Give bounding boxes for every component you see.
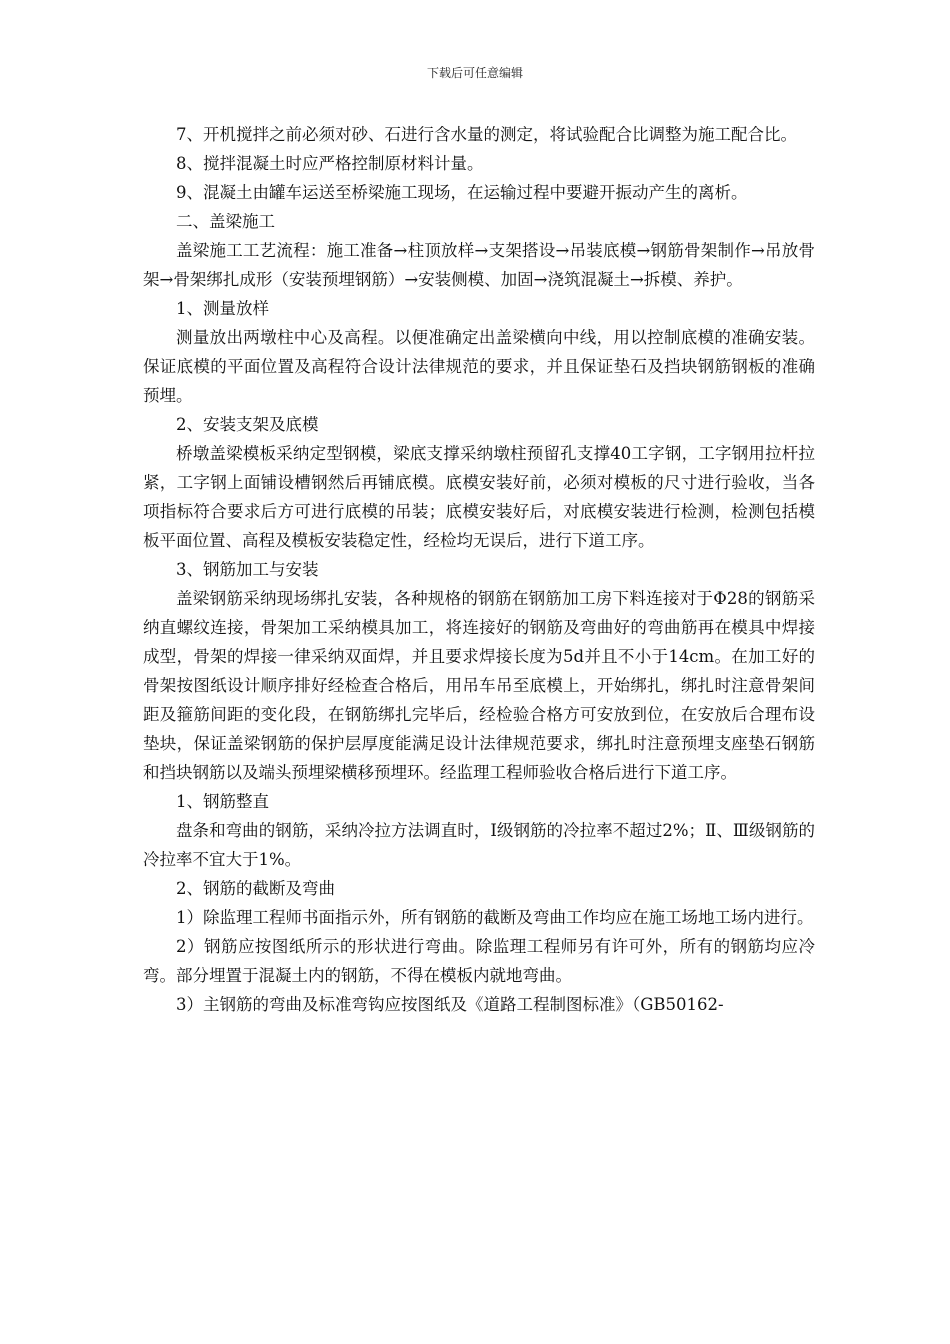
paragraph-cutting-item-3: 3）主钢筋的弯曲及标准弯钩应按图纸及《道路工程制图标准》（GB50162- <box>176 995 724 1014</box>
subheading-support-formwork: 2、安装支架及底模 <box>176 415 319 434</box>
paragraph-mix-step-9: 9、混凝土由罐车运送至桥梁施工现场，在运输过程中要避开振动产生的离析。 <box>176 183 748 202</box>
paragraph-mix-step-8: 8、搅拌混凝土时应严格控制原材料计量。 <box>176 154 484 173</box>
subheading-rebar-straightening: 1、钢筋整直 <box>176 792 269 811</box>
paragraph-survey: 测量放出两墩柱中心及高程。以便准确定出盖梁横向中线，用以控制底模的准确安装。保证底模的平面位置及高程符合设计法律规范的要求，并且保证垫石及挡块钢筋钢板的准确预埋。 <box>143 328 815 405</box>
paragraph-mix-step-7: 7、开机搅拌之前必须对砂、石进行含水量的测定，将试验配合比调整为施工配合比。 <box>176 125 797 144</box>
page-header <box>0 66 950 80</box>
subheading-survey: 1、测量放样 <box>176 299 269 318</box>
paragraph-rebar-straightening: 盘条和弯曲的钢筋，采纳冷拉方法调直时，Ⅰ级钢筋的冷拉率不超过2%；Ⅱ、Ⅲ级钢筋的冷拉率不宜大于1%。 <box>143 821 815 869</box>
paragraph-cutting-item-1: 1）除监理工程师书面指示外，所有钢筋的截断及弯曲工作均应在施工场地工场内进行。 <box>176 908 814 927</box>
document-body <box>143 120 815 1019</box>
header-note: 下载后可任意编辑 <box>426 66 523 80</box>
subheading-rebar-processing: 3、钢筋加工与安装 <box>176 560 319 579</box>
paragraph-support-formwork: 桥墩盖梁模板采纳定型钢模，梁底支撑采纳墩柱预留孔支撑40工字钢，工字钢用拉杆拉紧，工字钢上面铺设槽钢然后再铺底模。底模安装好前，必须对模板的尺寸进行验收，当各项指标符合要求后方可进行底模的吊装；底模安装好后，对底模安装进行检测，检测包括模板平面位置、高程及模板安装稳定性，经检均无误后，进行下道工序。 <box>143 444 815 550</box>
paragraph-cutting-item-2: 2）钢筋应按图纸所示的形状进行弯曲。除监理工程师另有许可外，所有的钢筋均应冷弯。部分埋置于混凝土内的钢筋，不得在模板内就地弯曲。 <box>143 937 815 985</box>
paragraph-rebar-processing: 盖梁钢筋采纳现场绑扎安装，各种规格的钢筋在钢筋加工房下料连接对于Φ28的钢筋采纳直螺纹连接，骨架加工采纳模具加工，将连接好的钢筋及弯曲好的弯曲筋再在模具中焊接成型，骨架的焊接一律采纳双面焊，并且要求焊接长度为5d并且不小于14cm。在加工好的骨架按图纸设计顺序排好经检查合格后，用吊车吊至底模上，开始绑扎，绑扎时注意骨架间距及箍筋间距的变化段，在钢筋绑扎完毕后，经检验合格方可安放到位，在安放后合理布设垫块，保证盖梁钢筋的保护层厚度能满足设计法律规范要求，绑扎时注意预埋支座垫石钢筋和挡块钢筋以及端头预埋梁横移预埋环。经监理工程师验收合格后进行下道工序。 <box>143 589 815 782</box>
subheading-rebar-cutting-bending: 2、钢筋的截断及弯曲 <box>176 879 335 898</box>
paragraph-process-flow: 盖梁施工工艺流程：施工准备→柱顶放样→支架搭设→吊装底模→钢筋骨架制作→吊放骨架→骨架绑扎成形（安装预埋钢筋）→安装侧模、加固→浇筑混凝土→拆模、养护。 <box>143 241 815 289</box>
section-heading-cap-beam: 二、盖梁施工 <box>176 212 275 231</box>
